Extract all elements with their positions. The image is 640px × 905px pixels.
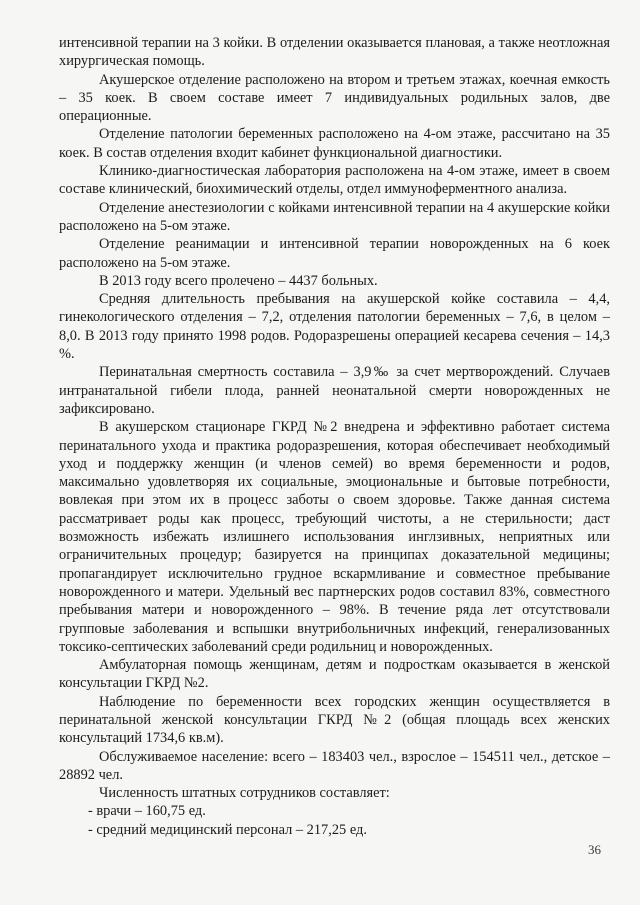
list-item-doctors: - врачи – 160,75 ед. (88, 803, 206, 820)
paragraph-treated-total: В 2013 году всего пролечено – 4437 больных. (99, 272, 378, 289)
paragraph-pregnancy-observation: Наблюдение по беременности всех городских женщин осуществляется в перинатальной женской консультации ГКРД №2 (общая площадь всех женских консультаций 1734,6 кв.м). (59, 693, 610, 747)
paragraph-served-population: Обслуживаемое население: всего – 183403 чел., взрослое – 154511 чел., детское – 28892 чел. (59, 748, 610, 783)
paragraph-neonatal-icu: Отделение реанимации и интенсивной терапии новорожденных на 6 коек расположено на 5-ом этаже. (59, 236, 610, 271)
paragraph-laboratory: Клинико-диагностическая лаборатория расположена на 4-ом этаже, имеет в своем составе клинический, биохимический отделы, отдел иммуноферментного анализа. (59, 163, 610, 198)
page-number: 36 (588, 842, 601, 857)
list-item-nursing-staff: - средний медицинский персонал – 217,25 ед. (88, 821, 367, 838)
paragraph-anesthesiology: Отделение анестезиологии с койками интенсивной терапии на 4 акушерские койки расположено на 5-ом этаже. (59, 199, 610, 234)
paragraph-pregnancy-pathology: Отделение патологии беременных расположено на 4-ом этаже, рассчитано на 35 коек. В состав отделения входит кабинет функциональной диагностики. (59, 126, 610, 161)
paragraph-outpatient-care: Амбулаторная помощь женщинам, детям и подросткам оказывается в женской консультации ГКРД №2. (59, 657, 610, 692)
paragraph-average-stay: Средняя длительность пребывания на акушерской койке составила – 4,4, гинекологического отделения – 7,2, отделения патологии беременных – 7,6, в целом – 8,0. В 2013 году принято 1998 родов. Родоразрешены операцией кесарева сечения – 14,3 %. (59, 291, 610, 363)
document-body (59, 34, 610, 839)
paragraph-obstetric-department: Акушерское отделение расположено на втором и третьем этажах, коечная емкость – 35 коек. В своем составе имеет 7 индивидуальных родильных залов, две операционные. (59, 71, 610, 125)
paragraph-perinatal-care-system: В акушерском стационаре ГКРД №2 внедрена и эффективно работает система перинатального ухода и практика родоразрешения, которая обеспечивает необходимый уход и поддержку женщин (и членов семей) во время беременности и родов, максимально удовлетворяя их социальные, эмоциональные и бытовые потребности, вовлекая при этом их в процесс заботы о своем здоровье. Также данная система рассматривает роды как процесс, требующий чистоты, а не стерильности; даст возможность избежать излишнего использования инглзивных, неприятных или ограничительных процедур; базируется на принципах доказательной медицины; пропагандирует исключительно грудное вскармливание и совместное пребывание новорожденного и матери. Удельный вес партнерских родов составил 83%, совместного пребывания матери и новорожденного – 98%. В течение ряда лет отсутствовали групповые заболевания и вспышки внутрибольничных инфекций, генерализованных токсико-септических заболеваний среди родильниц и новорожденных. (59, 419, 610, 655)
paragraph-staff-count: Численность штатных сотрудников составляет: (99, 785, 390, 802)
paragraph-perinatal-mortality: Перинатальная смертность составила – 3,9‰ за счет мертворождений. Случаев интранатальной гибели плода, ранней неонатальной смерти новорожденных не зафиксировано. (59, 364, 610, 417)
paragraph-continuation: интенсивной терапии на 3 койки. В отделении оказывается плановая, а также неотложная хирургическая помощь. (59, 35, 610, 70)
